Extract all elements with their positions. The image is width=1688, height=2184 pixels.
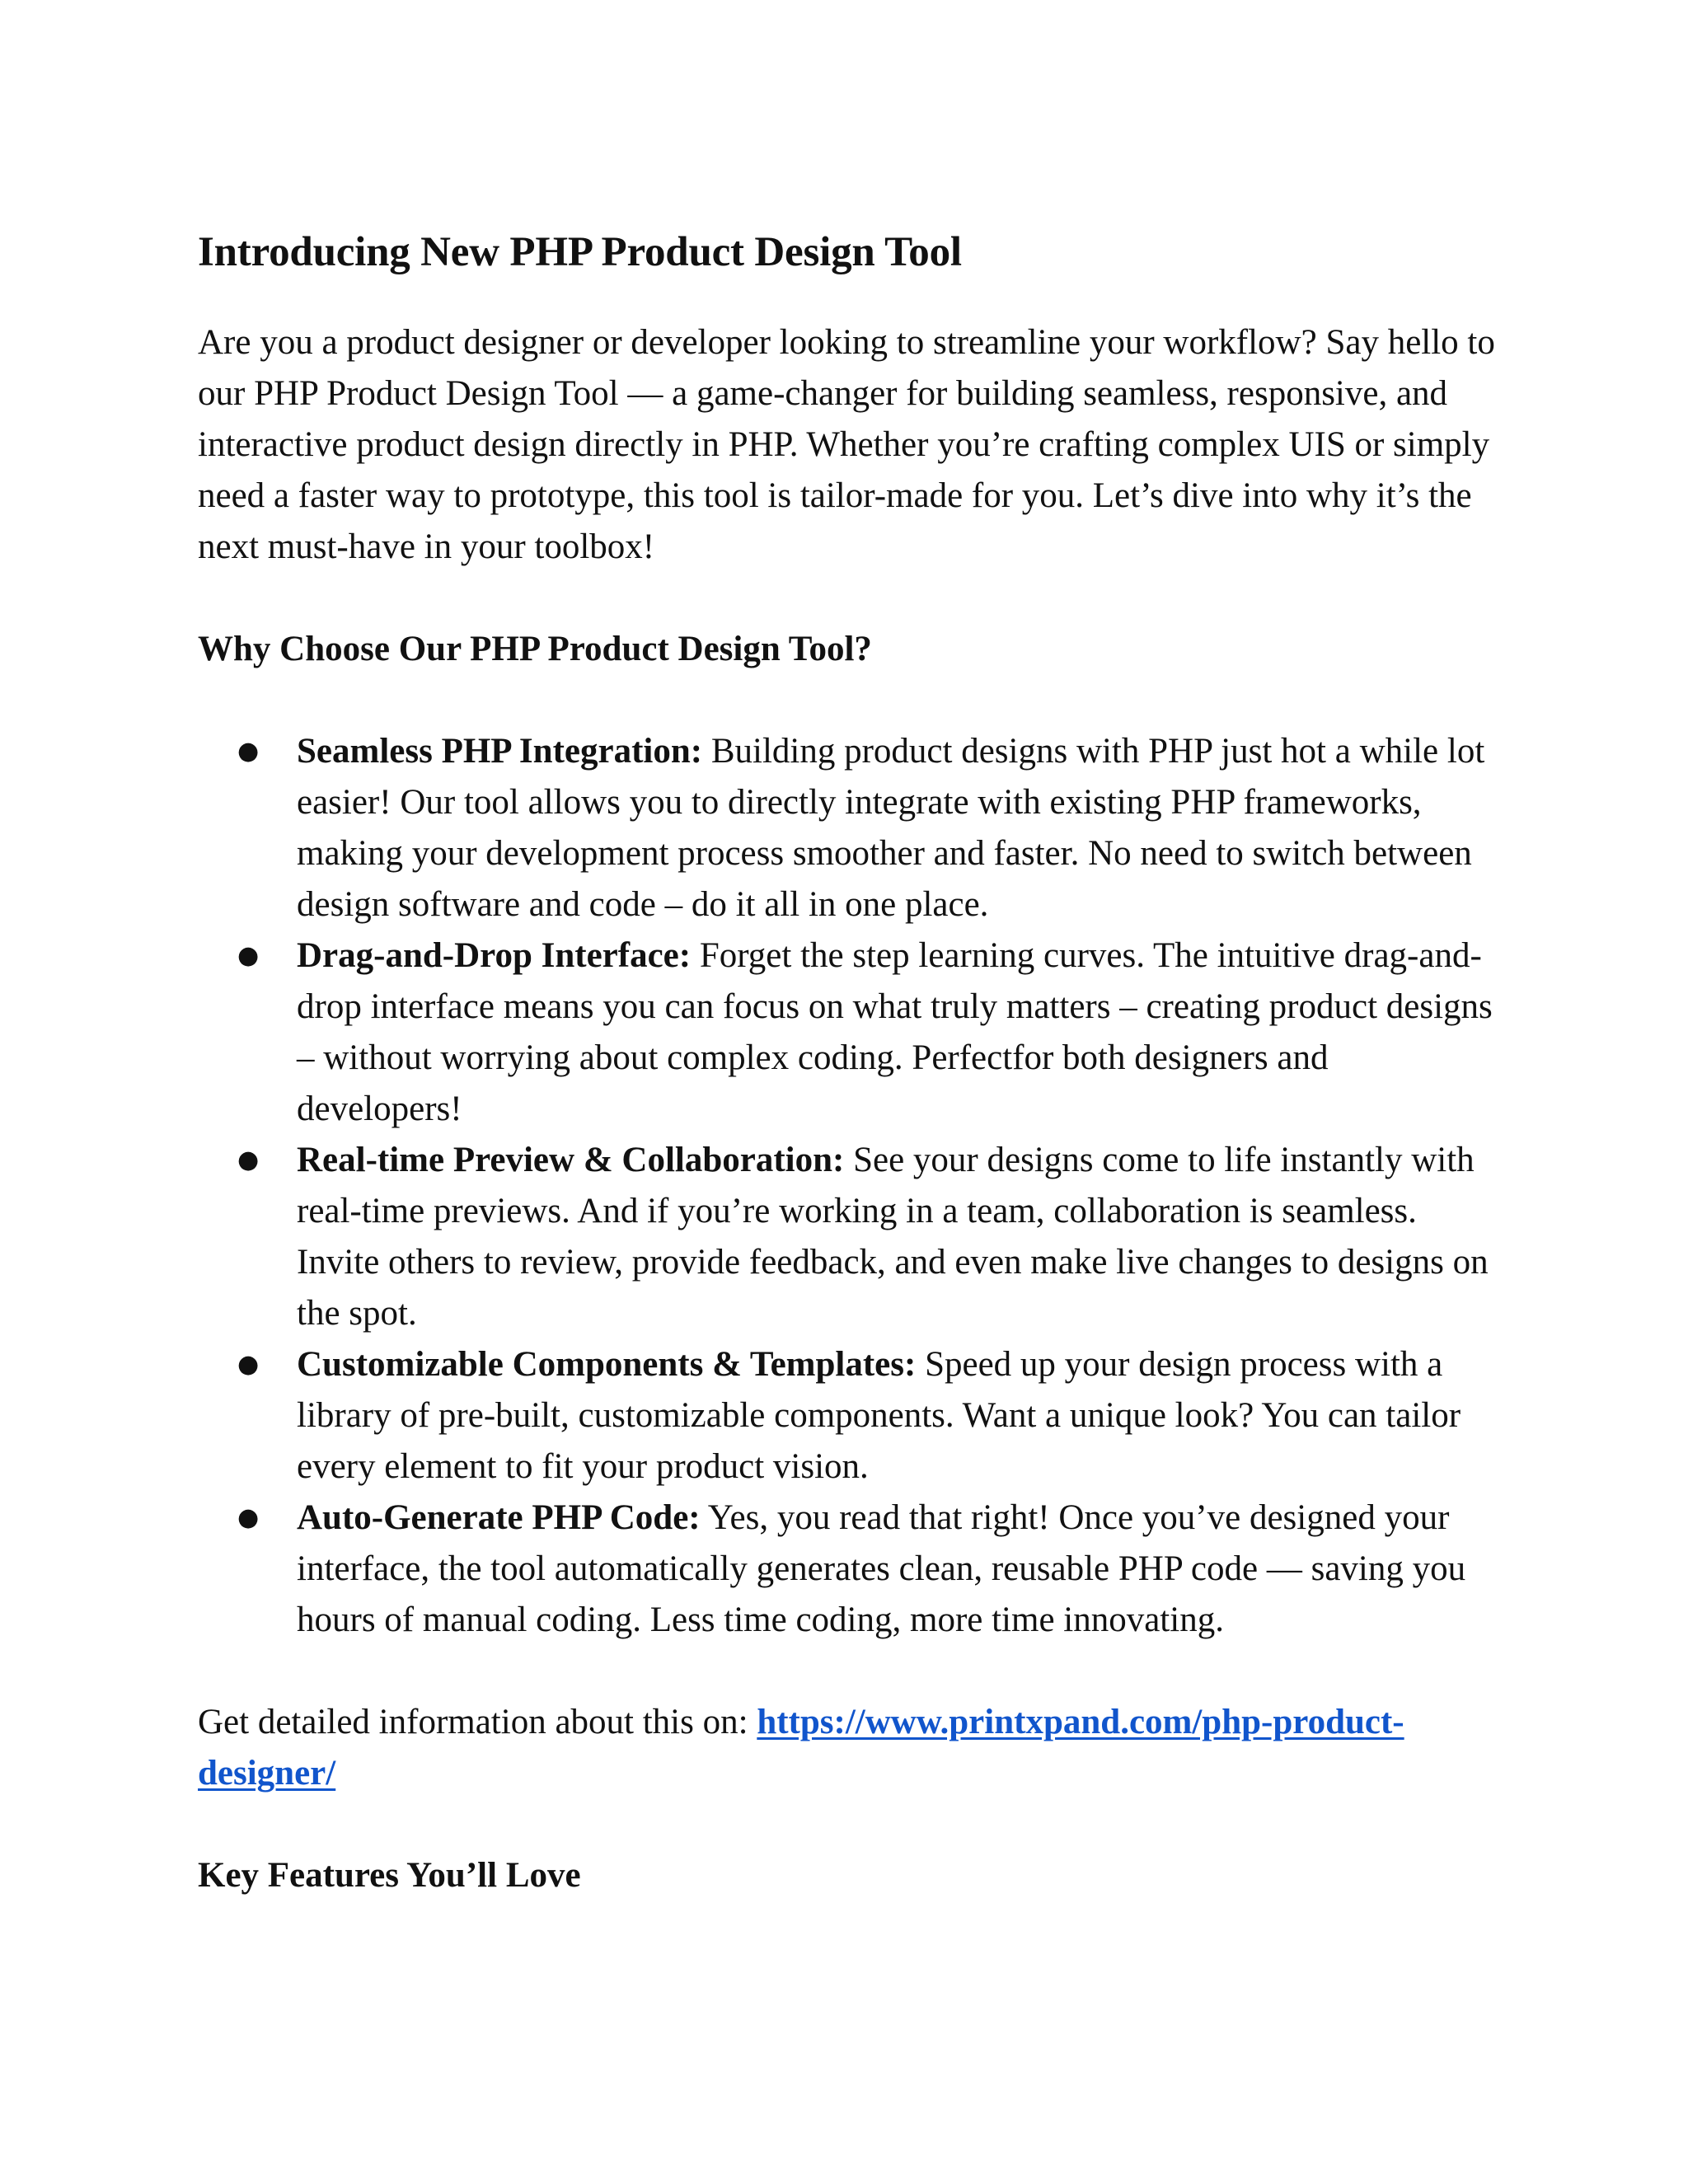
page-title: Introducing New PHP Product Design Tool: [198, 229, 962, 275]
list-item: [237, 726, 1500, 930]
feature-title: Auto-Generate PHP Code:: [297, 1498, 701, 1538]
feature-title: Seamless PHP Integration:: [297, 732, 703, 771]
list-item: [237, 1339, 1500, 1493]
feature-title: Drag-and-Drop Interface:: [297, 936, 692, 976]
feature-text: Forget the step learning curves. The intuitive drag-and-drop interface means you can focus on what truly matters – creating product designs – without worrying about complex coding. Perfectfor both designers and developers!: [297, 936, 1493, 1129]
feature-title: Customizable Components & Templates:: [297, 1345, 917, 1385]
key-features-heading: Key Features You’ll Love: [198, 1856, 581, 1896]
bullet-icon: ●: [237, 1146, 260, 1175]
feature-list: [198, 726, 1500, 1646]
info-prefix: Get detailed information about this on:: [198, 1703, 757, 1742]
info-paragraph: [198, 1697, 1500, 1799]
list-item: [237, 930, 1500, 1135]
feature-title: Real-time Preview & Collaboration:: [297, 1141, 845, 1180]
intro-paragraph: Are you a product designer or developer looking to streamline your workflow? Say hello to our PHP Product Design Tool — a game-changer for building seamless, responsive, and interactive product design directly in PHP. Whether you’re crafting complex UIS or simply need a faster way to prototype, this tool is tailor-made for you. Let’s dive into why it’s the next must-have in your toolbox!: [198, 323, 1495, 567]
feature-text: See your designs come to life instantly with real-time previews. And if you’re working in a team, collaboration is seamless. Invite others to review, provide feedback, and even make live changes to designs on the spot.: [297, 1141, 1489, 1333]
list-item: [237, 1135, 1500, 1339]
why-choose-heading: Why Choose Our PHP Product Design Tool?: [198, 630, 872, 669]
bullet-icon: ●: [237, 941, 260, 971]
bullet-icon: ●: [237, 1350, 260, 1380]
bullet-icon: ●: [237, 1503, 260, 1533]
feature-text: Speed up your design process with a library of pre-built, customizable components. Want a unique look? You can tailor every element to fit your product vision.: [297, 1345, 1461, 1487]
bullet-icon: ●: [237, 737, 260, 766]
product-designer-link[interactable]: https://www.printxpand.com/php-product-designer/: [198, 1703, 1404, 1793]
list-item: [237, 1493, 1500, 1646]
feature-text: Building product designs with PHP just hot a while lot easier! Our tool allows you to directly integrate with existing PHP frameworks, making your development process smoother and faster. No need to switch between design software and code – do it all in one place.: [297, 732, 1485, 925]
document-page: [198, 227, 1500, 1901]
feature-text: Yes, you read that right! Once you’ve designed your interface, the tool automatically generates clean, reusable PHP code — saving you hours of manual coding. Less time coding, more time innovating.: [297, 1498, 1466, 1640]
